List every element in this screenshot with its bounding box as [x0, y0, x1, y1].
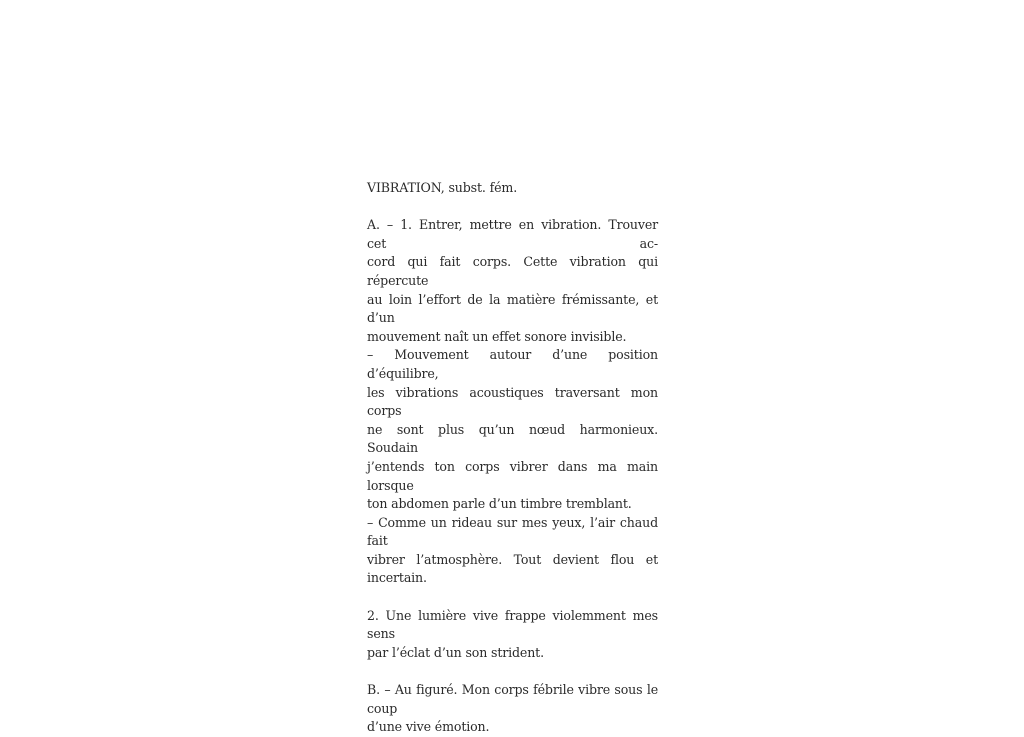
section-a1 [367, 216, 658, 588]
headword: VIBRATION, subst. fém. [367, 180, 518, 195]
section-a2 [367, 607, 658, 663]
text-line: – Comme un rideau sur mes yeux, l’air chaud fait [367, 514, 658, 549]
dictionary-entry [367, 179, 658, 737]
text-line: vibrer l’atmosphère. Tout devient flou et incertain. [367, 551, 658, 586]
text-line: au loin l’effort de la matière frémissante, et d’un [367, 291, 658, 326]
text-line: ne sont plus qu’un nœud harmonieux. Soudain [367, 421, 658, 456]
text-line: B. – Au figuré. Mon corps fébrile vibre sous le coup [367, 682, 658, 716]
text-line: par l’éclat d’un son strident. [367, 644, 544, 660]
text-line: les vibrations acoustiques traversant mon corps [367, 384, 658, 419]
text-line: mouvement naît un effet sonore invisible. [367, 328, 627, 344]
text-line: A. – 1. Entrer, mettre en vibration. Trouver cet ac- [367, 217, 658, 251]
text-line: d’une vive émotion. [367, 719, 490, 735]
text-line: 2. Une lumière vive frappe violemment mes sens [367, 607, 658, 642]
text-line: ton abdomen parle d’un timbre tremblant. [367, 496, 632, 512]
text-line: cord qui fait corps. Cette vibration qui répercute [367, 254, 658, 288]
text-line: j’entends ton corps vibrer dans ma main lorsque [367, 458, 658, 493]
text-line: – Mouvement autour d’une position d’équilibre, [367, 347, 658, 381]
section-b [367, 681, 658, 737]
